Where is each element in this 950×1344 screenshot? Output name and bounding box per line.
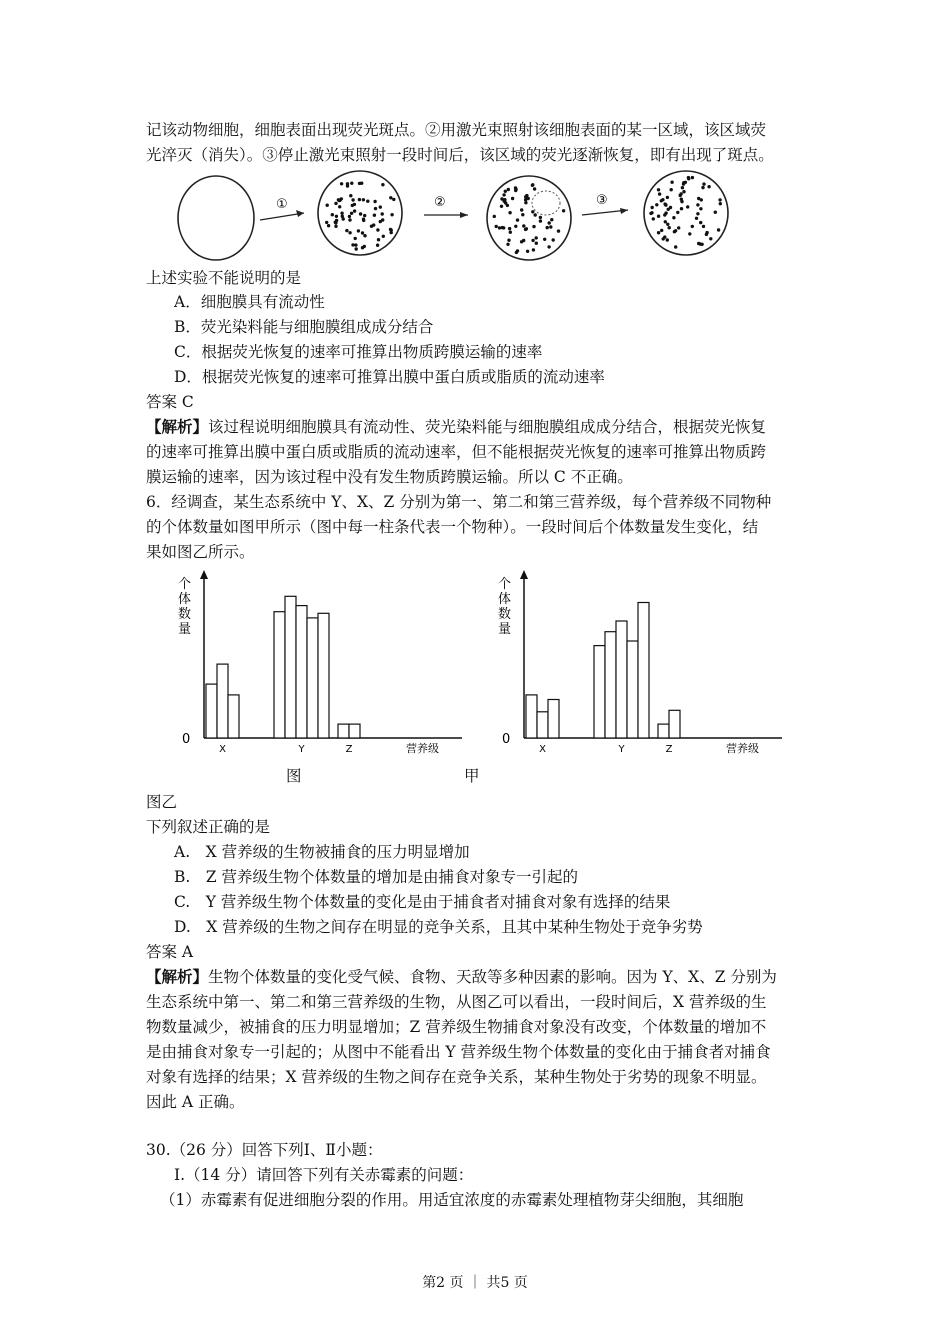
fluorescent-dot xyxy=(547,245,550,248)
bar-chart-jia xyxy=(170,566,480,761)
bar xyxy=(228,695,239,738)
y-axis-arrow xyxy=(200,570,208,579)
fluorescent-dot xyxy=(390,213,393,216)
fluorescent-dot xyxy=(520,208,523,211)
option-d: D. X 营养级的生物之间存在明显的竞争关系，且其中某种生物处于竞争劣势 xyxy=(174,918,703,936)
question-stem: 果如图乙所示。 xyxy=(146,543,255,561)
fluorescent-dot xyxy=(351,198,354,201)
fluorescent-dot xyxy=(662,237,665,240)
step-3-label: ③ xyxy=(596,193,608,208)
bar xyxy=(338,724,349,738)
y-axis-arrow xyxy=(520,570,528,579)
fluorescent-dot xyxy=(358,182,361,185)
fluorescent-dot xyxy=(672,216,675,219)
fluorescent-dot xyxy=(687,176,690,179)
bar xyxy=(638,603,649,739)
fluorescent-dot xyxy=(543,238,546,241)
fluorescent-dot xyxy=(691,225,694,228)
fluorescent-dot xyxy=(500,205,503,208)
fluorescent-dot xyxy=(514,186,517,189)
answer: 答案 A xyxy=(146,943,194,961)
fluorescent-dot xyxy=(670,188,673,191)
analysis-line: 物数量减少，被捕食的压力明显增加；Z 营养级生物捕食对象没有改变，个体数量的增加不 xyxy=(146,1018,767,1036)
bar xyxy=(669,710,680,738)
analysis-line: 是由捕食对象专一引起的；从图中不能看出 Y 营养级生物个体数量的变化由于捕食者对捕食 xyxy=(146,1043,771,1061)
fluorescent-dot xyxy=(524,201,527,204)
fluorescent-dot xyxy=(493,215,496,218)
x-tick-label: Z xyxy=(345,744,353,755)
bar xyxy=(658,724,669,738)
fluorescent-dot xyxy=(331,213,334,216)
fluorescent-dot xyxy=(674,229,677,232)
fluorescent-dot xyxy=(535,242,538,245)
fluorescent-dot xyxy=(350,212,353,215)
fluorescent-dot xyxy=(335,219,338,222)
fluorescent-dot xyxy=(355,247,358,250)
fluorescent-dot xyxy=(677,226,680,229)
bar xyxy=(296,606,307,738)
fluorescent-dot xyxy=(549,225,552,228)
fluorescent-dot xyxy=(557,229,560,232)
fluorescent-dot xyxy=(376,228,379,231)
fluorescent-dot xyxy=(353,209,356,212)
fluorescent-dot xyxy=(531,183,534,186)
analysis-line: 因此 A 正确。 xyxy=(146,1093,245,1111)
fluorescent-dot xyxy=(362,218,365,221)
cell-dots-recovered xyxy=(649,176,722,249)
fluorescent-dot xyxy=(348,218,351,221)
analysis-line: 对象有选择的结果；X 营养级的生物之间存在竞争关系，某种生物处于劣势的现象不明显。 xyxy=(146,1068,767,1086)
y-axis-label: 个体数量 xyxy=(178,577,192,637)
fluorescent-dot xyxy=(345,229,348,232)
fluorescent-dot xyxy=(550,218,553,221)
fluorescent-dot xyxy=(362,198,365,201)
fluorescent-dot xyxy=(348,215,351,218)
fluorescent-dot xyxy=(350,182,353,185)
cell-dots-full xyxy=(325,182,396,251)
fluorescent-dot xyxy=(680,198,683,201)
fluorescent-dot xyxy=(335,215,338,218)
analysis-line xyxy=(146,965,777,989)
fluorescent-dot xyxy=(676,211,679,214)
fluorescent-dot xyxy=(682,190,685,193)
fluorescent-dot xyxy=(686,205,689,208)
analysis-text: 该过程说明细胞膜具有流动性、荧光染料能与细胞膜组成成分结合，根据荧光恢复 xyxy=(208,418,767,436)
fluorescent-dot xyxy=(522,224,525,227)
fluorescent-dot xyxy=(534,213,537,216)
x-axis-label: 营养级 xyxy=(726,742,759,755)
fluorescent-dot xyxy=(682,182,685,185)
fluorescent-dot xyxy=(500,197,503,200)
fluorescent-dot xyxy=(657,231,660,234)
bar xyxy=(285,596,296,738)
fluorescent-dot xyxy=(532,225,535,228)
fluorescent-dot xyxy=(504,201,507,204)
analysis-tag: 【解析】 xyxy=(146,967,209,986)
fluorescent-dot xyxy=(699,207,702,210)
fluorescent-dot xyxy=(664,220,667,223)
bar-chart-yi xyxy=(490,566,800,761)
question-stem: 下列叙述正确的是 xyxy=(146,818,271,836)
fluorescent-dot xyxy=(373,200,376,203)
fluorescent-dot xyxy=(507,239,510,242)
fluorescent-dot xyxy=(562,209,565,212)
paragraph-line: 记该动物细胞，细胞表面出现荧光斑点。②用激光束照射该细胞表面的某一区域，该区域荧 xyxy=(146,121,767,139)
bar xyxy=(616,621,627,738)
option-c: C．根据荧光恢复的速率可推算出物质跨膜运输的速率 xyxy=(174,343,543,361)
fluorescent-dot xyxy=(664,203,667,206)
analysis-line: 生态系统中第一、第二和第三营养级的生物，从图乙可以看出，一段时间后，X 营养级的生 xyxy=(146,993,767,1011)
fluorescent-dot xyxy=(655,203,658,206)
fluorescent-dot xyxy=(357,229,360,232)
x-axis-label: 营养级 xyxy=(406,742,439,755)
fluorescent-dot xyxy=(351,204,354,207)
fluorescent-dot xyxy=(658,192,661,195)
bar xyxy=(526,695,537,738)
bar xyxy=(594,646,605,738)
fluorescent-dot xyxy=(379,205,382,208)
option-b: B．荧光染料能与细胞膜组成成分结合 xyxy=(174,318,434,336)
fluorescent-dot xyxy=(379,220,382,223)
fluorescent-dot xyxy=(326,204,329,207)
fluorescent-dot xyxy=(652,217,655,220)
fluorescent-dot xyxy=(325,221,328,224)
fluorescent-dot xyxy=(381,183,384,186)
x-tick-label: X xyxy=(539,744,546,755)
fluorescent-dot xyxy=(382,235,385,238)
question-stem: 上述实验不能说明的是 xyxy=(146,269,302,287)
x-tick-label: X xyxy=(219,744,226,755)
fluorescent-dot xyxy=(376,244,379,247)
fluorescent-dot xyxy=(506,243,509,246)
fluorescent-dot xyxy=(522,239,525,242)
fluorescent-dot xyxy=(363,234,366,237)
fluorescent-dot xyxy=(526,250,529,253)
fluorescent-dot xyxy=(546,226,549,229)
fluorescent-dot xyxy=(696,212,699,215)
fluorescent-dot xyxy=(389,196,392,199)
fluorescent-dot xyxy=(340,212,343,215)
question-stem: 的个体数量如图甲所示（图中每一柱条代表一个物种）。一段时间后个体数量发生变化，结 xyxy=(146,518,759,536)
fluorescent-dot xyxy=(348,231,351,234)
bar xyxy=(548,700,559,739)
fluorescent-dot xyxy=(674,245,677,248)
fluorescent-dot xyxy=(705,231,708,234)
fluorescent-dot xyxy=(361,231,364,234)
fluorescent-dot xyxy=(532,248,535,251)
fluorescent-dot xyxy=(552,238,555,241)
fluorescent-dot xyxy=(508,227,511,230)
fluorescent-dot xyxy=(381,212,384,215)
paragraph-line: 光淬灭（消失）。③停止激光束照射一段时间后，该区域的荧光逐渐恢复，即有出现了斑点。 xyxy=(146,146,774,164)
bar xyxy=(627,641,638,738)
fluorescent-dot xyxy=(680,207,683,210)
fluorescent-dot xyxy=(377,238,380,241)
fluorescent-dot xyxy=(666,196,669,199)
fluorescent-dot xyxy=(701,186,704,189)
analysis-line: 膜运输的速率，因为该过程中没有发生物质跨膜运输。所以 C 不正确。 xyxy=(146,468,633,486)
fluorescent-dot xyxy=(495,225,498,228)
fluorescent-dot xyxy=(699,221,702,224)
option-a: A．细胞膜具有流动性 xyxy=(174,293,325,311)
fluorescent-dot xyxy=(390,231,393,234)
fluorescent-dot xyxy=(334,202,337,205)
fluorescent-dot xyxy=(524,198,527,201)
fluorescent-dot xyxy=(366,200,369,203)
x-tick-label: Z xyxy=(665,744,673,755)
fluorescent-dot xyxy=(525,227,528,230)
x-tick-label: Y xyxy=(618,744,625,755)
fluorescent-dot xyxy=(702,225,705,228)
option-a: A. X 营养级的生物被捕食的压力明显增加 xyxy=(174,843,470,861)
zero-label: 0 xyxy=(182,732,191,747)
fluorescent-dot xyxy=(531,210,534,213)
fluorescent-dot xyxy=(338,205,341,208)
fluorescent-dot xyxy=(507,188,510,191)
fluorescent-dot xyxy=(514,225,517,228)
fluorescent-dot xyxy=(660,199,663,202)
fluorescent-dot xyxy=(699,242,702,245)
fluorescent-dot xyxy=(508,211,511,214)
option-d: D．根据荧光恢复的速率可推算出膜中蛋白质或脂质的流动速率 xyxy=(174,368,605,386)
fluorescent-dot xyxy=(688,232,691,235)
fluorescent-dot xyxy=(349,194,352,197)
fluorescent-dot xyxy=(539,216,542,219)
fluorescent-dot xyxy=(679,192,682,195)
option-b: B. Z 营养级生物个体数量的增加是由捕食对象专一引起的 xyxy=(174,868,579,886)
fluorescent-dot xyxy=(709,237,712,240)
fluorescent-dot xyxy=(548,221,551,224)
fluorescent-dot xyxy=(651,206,654,209)
step-1-label: ① xyxy=(276,197,288,212)
figure-caption: 甲 xyxy=(464,767,480,785)
x-tick-label: Y xyxy=(298,744,305,755)
fluorescent-dot xyxy=(718,198,721,201)
fluorescent-dot xyxy=(524,195,527,198)
fluorescent-dot xyxy=(539,219,542,222)
fluorescent-dot xyxy=(669,206,672,209)
fluorescent-dot xyxy=(509,231,512,234)
bar xyxy=(206,684,217,738)
step-2-label: ② xyxy=(434,195,446,210)
fluorescent-dot xyxy=(691,176,694,179)
fluorescent-dot xyxy=(670,181,673,184)
fluorescent-dot xyxy=(354,237,357,240)
fluorescent-dot xyxy=(516,218,519,221)
fluorescent-dot xyxy=(334,225,337,228)
fluorescent-dot xyxy=(668,226,671,229)
analysis-line xyxy=(146,415,766,439)
fluorescent-dot xyxy=(504,190,507,193)
fluorescent-dot xyxy=(702,182,705,185)
fluorescent-dot xyxy=(660,229,663,232)
fluorescent-dot xyxy=(359,212,362,215)
fluorescent-dot xyxy=(717,228,720,231)
fluorescent-dot xyxy=(535,236,538,239)
fluorescent-dot xyxy=(340,182,343,185)
figure-caption: 图乙 xyxy=(146,793,178,811)
analysis-tag: 【解析】 xyxy=(146,417,209,436)
fluorescent-dot xyxy=(511,197,514,200)
question-title: 30.（26 分）回答下列Ⅰ、Ⅱ小题： xyxy=(146,1141,383,1159)
fluorescent-dot xyxy=(531,239,534,242)
bar xyxy=(217,664,228,738)
fluorescent-dot xyxy=(707,185,710,188)
fluorescent-dot xyxy=(502,226,505,229)
page-footer: 第2 页 ｜ 共5 页 xyxy=(422,1275,528,1291)
option-c: C. Y 营养级生物个体数量的变化是由于捕食者对捕食对象有选择的结果 xyxy=(174,893,671,911)
fluorescent-dot xyxy=(681,186,684,189)
bar xyxy=(349,724,360,738)
fluorescent-dot xyxy=(502,193,505,196)
analysis-text: 生物个体数量的变化受气候、食物、天敌等多种因素的影响。因为 Y、X、Z 分别为 xyxy=(208,968,777,986)
fluorescent-dot xyxy=(663,213,666,216)
fluorescence-figure xyxy=(172,168,732,264)
fluorescent-dot xyxy=(666,223,669,226)
bar xyxy=(537,712,548,738)
fluorescent-dot xyxy=(363,245,366,248)
fluorescent-dot xyxy=(666,238,669,241)
fluorescent-dot xyxy=(521,213,524,216)
fluorescent-dot xyxy=(354,243,357,246)
figure-caption: 图 xyxy=(286,767,302,785)
fluorescent-dot xyxy=(392,198,395,201)
fluorescent-dot xyxy=(327,224,330,227)
fluorescent-dot xyxy=(346,182,349,185)
fluorescent-dot xyxy=(498,226,501,229)
sub-question: （1）赤霉素有促进细胞分裂的作用。用适宜浓度的赤霉素处理植物芽尖细胞，其细胞 xyxy=(160,1191,744,1209)
bar xyxy=(307,618,318,738)
analysis-line: 的速率可推算出膜中蛋白质或脂质的流动速率，但不能根据荧光恢复的速率可推算出物质跨 xyxy=(146,443,767,461)
fluorescent-dot xyxy=(695,217,698,220)
zero-label: 0 xyxy=(502,732,511,747)
bar xyxy=(318,613,329,738)
fluorescent-dot xyxy=(370,225,373,228)
fluorescent-dot xyxy=(657,188,660,191)
sub-question: Ⅰ.（14 分）请回答下列有关赤霉素的问题： xyxy=(174,1166,474,1184)
fluorescent-dot xyxy=(374,207,377,210)
fluorescent-dot xyxy=(358,198,361,201)
fluorescent-dot xyxy=(714,211,717,214)
fluorescent-dot xyxy=(363,214,366,217)
fluorescent-dot xyxy=(657,215,660,218)
fluorescent-dot xyxy=(697,197,700,200)
fluorescent-dot xyxy=(533,187,536,190)
fluorescent-dot xyxy=(719,202,722,205)
bar xyxy=(605,632,616,738)
y-axis-label: 个体数量 xyxy=(498,577,512,637)
fluorescent-dot xyxy=(650,211,653,214)
fluorescent-dot xyxy=(373,214,376,217)
answer: 答案 C xyxy=(146,393,194,411)
fluorescent-dot xyxy=(351,243,354,246)
fluorescent-dot xyxy=(696,203,699,206)
fluorescent-dot xyxy=(341,215,344,218)
question-stem: 6．经调查，某生态系统中 Y、X、Z 分别为第一、第二和第三营养级，每个营养级不同物种 xyxy=(146,493,772,511)
bar xyxy=(274,612,285,738)
fluorescent-dot xyxy=(503,198,506,201)
fluorescent-dot xyxy=(515,251,518,254)
fluorescent-dot xyxy=(337,198,340,201)
